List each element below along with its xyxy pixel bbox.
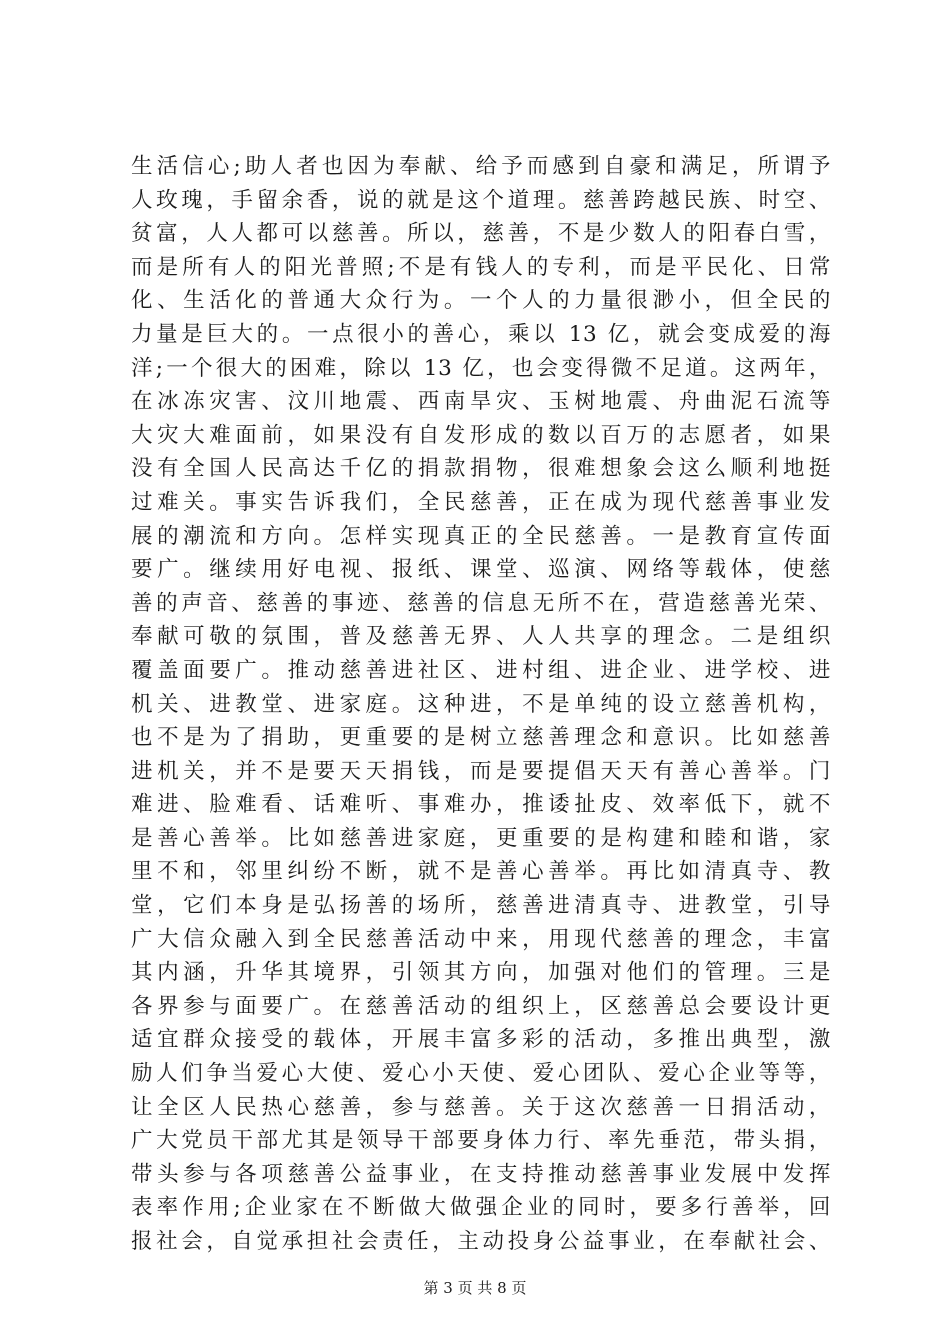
text-line: 进机关，并不是要天天捐钱，而是要提倡天天有善心善举。门 <box>131 758 831 784</box>
text-line: 报社会，自觉承担社会责任，主动投身公益事业，在奉献社会、 <box>131 1229 831 1254</box>
text-line: 洋;一个很大的困难，除以 13 亿，也会变得微不足道。这两年， <box>131 355 831 381</box>
text-line: 生活信心;助人者也因为奉献、给予而感到自豪和满足，所谓予 <box>131 154 831 179</box>
text-line: 善的声音、慈善的事迹、慈善的信息无所不在，营造慈善光荣、 <box>131 590 831 616</box>
text-line: 是善心善举。比如慈善进家庭，更重要的是构建和睦和谐，家 <box>131 825 831 851</box>
text-line: 各界参与面要广。在慈善活动的组织上，区慈善总会要设计更 <box>131 993 831 1019</box>
body-text <box>131 150 831 1259</box>
text-line: 人玫瑰，手留余香，说的就是这个道理。慈善跨越民族、时空、 <box>131 187 831 213</box>
text-line: 奉献可敬的氛围，普及慈善无界、人人共享的理念。二是组织 <box>131 624 831 650</box>
text-line: 里不和，邻里纠纷不断，就不是善心善举。再比如清真寺、教 <box>131 859 831 885</box>
text-line: 在冰冻灾害、汶川地震、西南旱灾、玉树地震、舟曲泥石流等 <box>131 389 831 415</box>
text-line: 没有全国人民高达千亿的捐款捐物，很难想象会这么顺利地挺 <box>131 456 831 482</box>
text-line: 展的潮流和方向。怎样实现真正的全民慈善。一是教育宣传面 <box>131 523 831 549</box>
text-line: 励人们争当爱心大使、爱心小天使、爱心团队、爱心企业等等， <box>131 1061 831 1087</box>
text-line: 过难关。事实告诉我们，全民慈善，正在成为现代慈善事业发 <box>131 489 831 515</box>
text-line: 带头参与各项慈善公益事业，在支持推动慈善事业发展中发挥 <box>131 1161 831 1187</box>
text-line: 要广。继续用好电视、报纸、课堂、巡演、网络等载体，使慈 <box>131 557 831 583</box>
text-line: 贫富，人人都可以慈善。所以，慈善，不是少数人的阳春白雪， <box>131 221 831 247</box>
text-line: 大灾大难面前，如果没有自发形成的数以百万的志愿者，如果 <box>131 422 831 448</box>
text-line: 广大党员干部尤其是领导干部要身体力行、率先垂范，带头捐， <box>131 1128 831 1154</box>
text-line: 覆盖面要广。推动慈善进社区、进村组、进企业、进学校、进 <box>131 657 831 683</box>
page-footer: 第 3 页 共 8 页 <box>423 1279 527 1297</box>
text-line: 而是所有人的阳光普照;不是有钱人的专利，而是平民化、日常 <box>131 254 831 280</box>
text-line: 化、生活化的普通大众行为。一个人的力量很渺小，但全民的 <box>131 288 831 314</box>
text-line: 也不是为了捐助，更重要的是树立慈善理念和意识。比如慈善 <box>131 725 831 751</box>
text-line: 堂，它们本身是弘扬善的场所，慈善进清真寺、进教堂，引导 <box>131 893 831 919</box>
text-line: 其内涵，升华其境界，引领其方向，加强对他们的管理。三是 <box>131 960 831 986</box>
text-line: 广大信众融入到全民慈善活动中来，用现代慈善的理念，丰富 <box>131 926 831 952</box>
text-line: 适宜群众接受的载体，开展丰富多彩的活动，多推出典型，激 <box>131 1027 831 1053</box>
text-line: 难进、脸难看、话难听、事难办，推诿扯皮、效率低下，就不 <box>131 792 831 818</box>
text-line: 让全区人民热心慈善，参与慈善。关于这次慈善一日捐活动， <box>131 1094 831 1120</box>
text-line: 力量是巨大的。一点很小的善心，乘以 13 亿，就会变成爱的海 <box>131 321 831 347</box>
text-line: 表率作用;企业家在不断做大做强企业的同时，要多行善举，回 <box>131 1195 831 1221</box>
text-line: 机关、进教堂、进家庭。这种进，不是单纯的设立慈善机构， <box>131 691 831 717</box>
